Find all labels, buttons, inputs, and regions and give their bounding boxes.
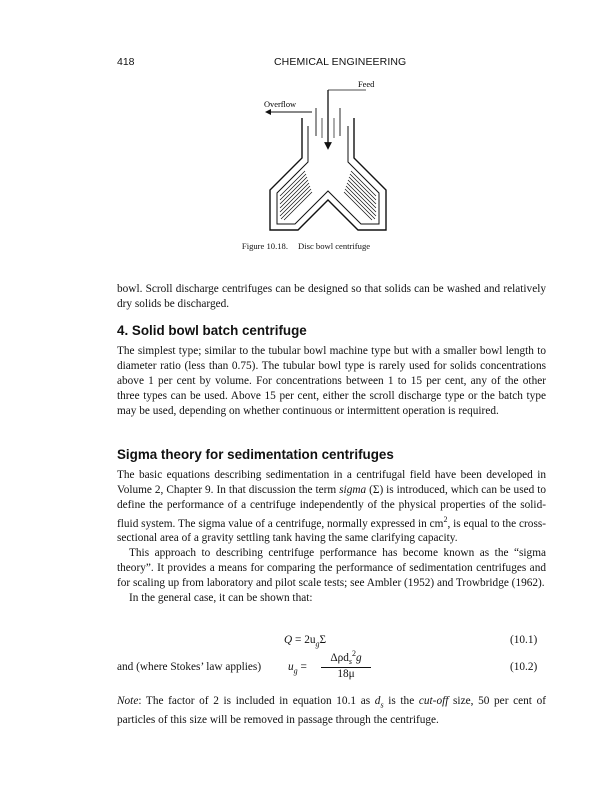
disc-bowl-centrifuge-figure: [250, 78, 410, 248]
section-heading-solid-bowl: 4. Solid bowl batch centrifuge: [117, 323, 307, 338]
sigma-paragraph-3: In the general case, it can be shown that:: [129, 592, 313, 605]
page-number: 418: [117, 56, 135, 68]
sigma-body: [117, 468, 546, 606]
label-feed: Feed: [358, 80, 375, 89]
note-paragraph: Note: The factor of 2 is included in equation 10.1 as $d_s$ is the cut-off size, 50 per cent of particles of this size will be removed in passage through the centrifuge.: [117, 695, 546, 727]
sigma-paragraph-1: The basic equations describing sedimentation in a centrifugal field have been developed in Volume 2, Chapter 9. In that discussion the term sigma (Σ) is introduced, which can be used to define the performance of a centrifuge independently of the physical properties of the solid-fluid system. The sigma value of a centrifuge, normally expressed in $cm^2$, is equal to the cross-sectional area of a gravity settling tank having the same clarifying capacity.: [117, 469, 546, 545]
sigma-paragraph-2: This approach to describing centrifuge performance has become known as the “sigma theory”. It provides a means for comparing the performance of sedimentation centrifuges and for scaling up from laboratory and pilot scale tests; see Ambler (1952) and Trowbridge (1962).: [117, 547, 546, 590]
equation-10-1: $Q = 2u_g\Sigma$: [284, 634, 327, 649]
fraction-numerator: Δρd$_s^2$g: [321, 649, 371, 668]
equation-10-2-lead: and (where Stokes’ law applies): [117, 661, 262, 673]
equation-10-2-fraction: [321, 649, 371, 680]
equation-number-10-1: (10.1): [510, 634, 538, 646]
section-heading-sigma: Sigma theory for sedimentation centrifuges: [117, 447, 394, 462]
intro-paragraph: [117, 282, 546, 312]
label-overflow: Overflow: [264, 100, 297, 109]
disc-stack-right: [344, 171, 376, 220]
section-4-text: The simplest type; similar to the tubular bowl machine type but with a smaller bowl length to diameter ratio (less than 0.75). The tubular bowl type is rarely used for solids concentrations above 1 per cent by volume. For concentrations between 1 to 15 per cent, any of the other three types can be used. Above 15 per cent, either the scroll discharge type or the batch type may be used, depending on whether continuous or intermittent operation is required.: [117, 345, 546, 417]
section-4-body: [117, 344, 546, 419]
intro-text: bowl. Scroll discharge centrifuges can be designed so that solids can be washed and relatively dry solids be discharged.: [117, 283, 546, 310]
disc-stack-left: [280, 171, 312, 220]
equation-number-10-2: (10.2): [510, 661, 538, 673]
figure-caption: [0, 241, 612, 251]
caption-text: Disc bowl centrifuge: [298, 241, 371, 251]
caption-number: Figure 10.18.: [241, 241, 288, 251]
equation-10-2-lhs: $u_g$ =: [288, 661, 307, 676]
fraction-denominator: 18μ: [337, 668, 355, 681]
running-title: CHEMICAL ENGINEERING: [274, 56, 407, 68]
